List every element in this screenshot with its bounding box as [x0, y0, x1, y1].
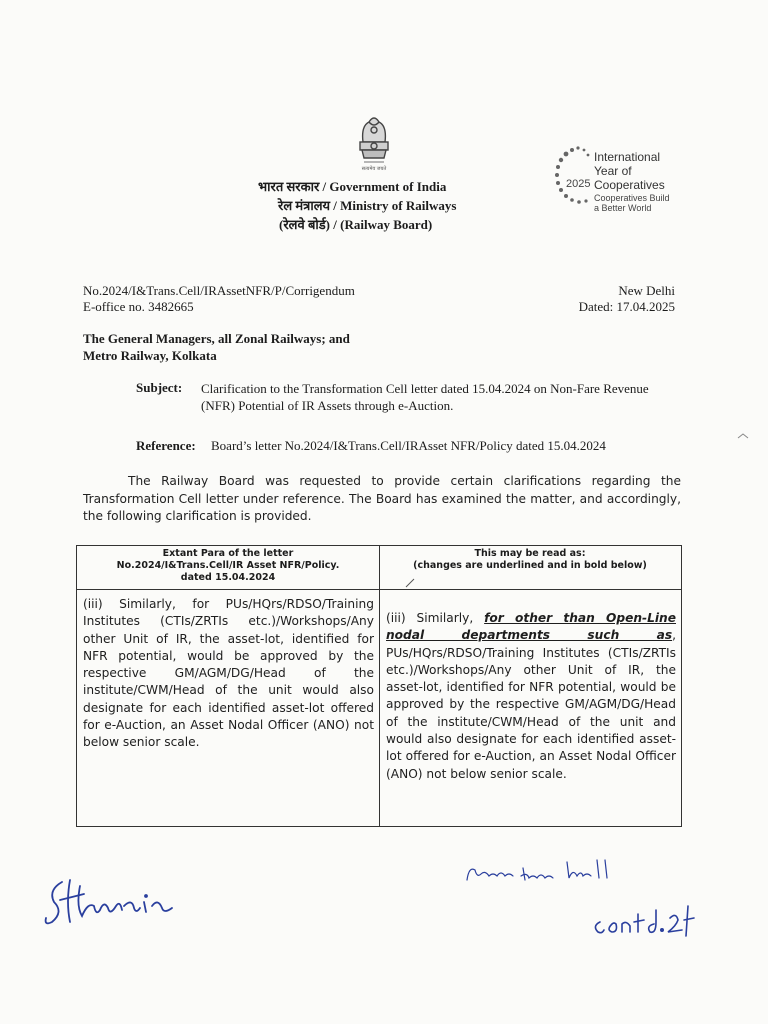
- table-header-revised: [383, 548, 677, 572]
- table-header-extant: [81, 548, 375, 584]
- iyc-title: International Year of Cooperatives: [594, 150, 665, 192]
- iyc-logo: [552, 142, 682, 224]
- letter-number: No.2024/I&Trans.Cell/IRAssetNFR/P/Corrigendum: [83, 283, 355, 298]
- subject-label: Subject:: [136, 380, 183, 395]
- svg-text:सत्यमेव जयते: सत्यमेव जयते: [361, 166, 387, 172]
- header-ministry: रेल मंत्रालय / Ministry of Railways: [278, 198, 457, 213]
- body-paragraph: The Railway Board was requested to provide certain clarifications regarding the Transformation Cell letter under reference. The Board has examined the matter, and accordingly, the following clarification is provided.: [83, 474, 681, 523]
- revised-prefix: (iii) Similarly,: [386, 611, 485, 625]
- header-line: This may be read as:: [474, 548, 586, 559]
- header-divider: [77, 589, 681, 590]
- header-board: (रेलवे बोर्ड) / (Railway Board): [279, 217, 433, 232]
- header-line: No.2024/I&Trans.Cell/IR Asset NFR/Policy.: [116, 560, 340, 571]
- addressee-line-2: Metro Railway, Kolkata: [83, 348, 217, 363]
- iyc-tagline: Cooperatives Build a Better World: [594, 193, 670, 213]
- place: New Delhi: [618, 283, 675, 298]
- national-emblem-icon: [349, 108, 399, 174]
- header-government: भारत सरकार / Government of India: [258, 179, 447, 194]
- revised-changed-text: for other than Open-Line nodal departments such as: [386, 611, 676, 643]
- extant-para-cell: (iii) Similarly, for PUs/HQrs/RDSO/Training Institutes (CTIs/ZRTIs etc.)/Workshops/Any other Unit of IR, the asset-lot, identified for NFR potential, would be approved by the respective GM/AGM/DG/Head of the institute/CWM/Head of the unit would also designate for each identified asset-lot offered for e-Auction, an Asset Nodal Officer (ANO) not below senior scale.: [83, 597, 374, 750]
- reference-text: Board’s letter No.2024/I&Trans.Cell/IRAsset NFR/Policy dated 15.04.2024: [211, 438, 606, 453]
- signature-icon: [40, 872, 190, 930]
- addressee-line-1: The General Managers, all Zonal Railways; and: [83, 331, 350, 346]
- handwritten-contd-icon: [590, 900, 700, 940]
- letter-date: Dated: 17.04.2025: [578, 299, 675, 314]
- subject-text: Clarification to the Transformation Cell letter dated 15.04.2024 on Non-Fare Revenue (NFR) Potential of IR Assets through e-Auction.: [201, 381, 649, 413]
- header-line: Extant Para of the letter: [162, 548, 294, 559]
- revised-rest: PUs/HQrs/RDSO/Training Institutes (CTIs/ZRTIs etc.)/Workshops/Any other Unit of IR, the asset-lot, identified for NFR potential, would be approved by the respective GM/AGM/DG/Head of the institute/CWM/Head of the unit and would also designate for each identified asset-lot offered for e-Auction, an Asset Nodal Officer (ANO) not below senior scale.: [386, 645, 676, 781]
- column-divider: [379, 546, 380, 826]
- handwritten-name-icon: [463, 858, 613, 888]
- eoffice-number: E-office no. 3482665: [83, 299, 194, 314]
- iyc-year: 2025: [566, 178, 591, 190]
- clarification-table: [76, 545, 682, 827]
- revised-para-cell: [386, 610, 676, 783]
- revised-comma: ,: [672, 628, 676, 643]
- header-line: (changes are underlined and in bold below): [413, 560, 647, 571]
- pen-tick-icon: [404, 577, 416, 589]
- reference-label: Reference:: [136, 438, 196, 453]
- scan-mark-icon: [736, 432, 750, 440]
- header-line: dated 15.04.2024: [180, 572, 276, 583]
